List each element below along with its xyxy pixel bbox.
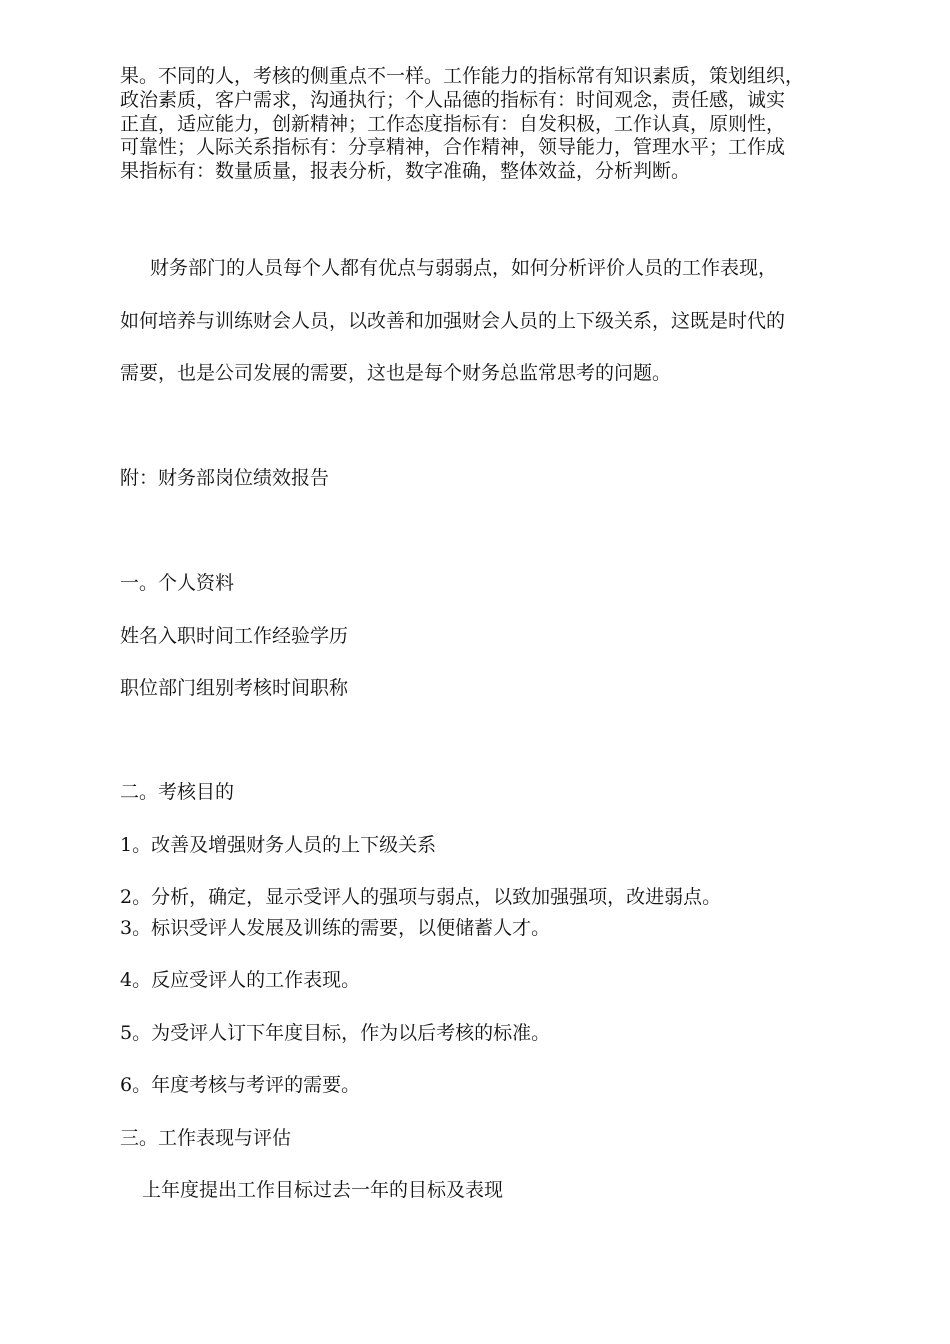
list-item: 2。分析，确定，显示受评人的强项与弱点，以致加强强项，改进弱点。 [120, 886, 722, 908]
finance-line-2: 如何培养与训练财会人员，以改善和加强财会人员的上下级关系，这既是时代的 [120, 310, 786, 332]
section3-subline: 上年度提出工作目标过去一年的目标及表现 [142, 1179, 504, 1201]
section1-heading: 一。个人资料 [120, 572, 235, 594]
section1-row-1: 姓名入职时间工作经验学历 [120, 625, 349, 647]
section2-heading: 二。考核目的 [120, 781, 235, 803]
finance-line-1: 财务部门的人员每个人都有优点与弱弱点，如何分析评价人员的工作表现， [150, 257, 778, 279]
intro-line-2: 政治素质，客户需求，沟通执行；个人品德的指标有：时间观念，责任感，诚实 [120, 89, 786, 111]
list-item: 5。为受评人订下年度目标，作为以后考核的标准。 [120, 1022, 551, 1044]
list-item: 6。年度考核与考评的需要。 [120, 1074, 361, 1096]
section3-heading: 三。工作表现与评估 [120, 1127, 292, 1149]
finance-line-3: 需要，也是公司发展的需要，这也是每个财务总监常思考的问题。 [120, 362, 672, 384]
intro-line-4: 可靠性；人际关系指标有：分享精神，合作精神，领导能力，管理水平；工作成 [120, 136, 786, 158]
list-item: 1。改善及增强财务人员的上下级关系 [120, 834, 437, 856]
section1-row-2: 职位部门组别考核时间职称 [120, 677, 349, 699]
intro-line-5: 果指标有：数量质量，报表分析，数字准确，整体效益，分析判断。 [120, 160, 691, 182]
intro-line-3: 正直，适应能力，创新精神；工作态度指标有：自发积极，工作认真，原则性， [120, 113, 786, 135]
list-item: 4。反应受评人的工作表现。 [120, 969, 361, 991]
intro-line-1: 果。不同的人，考核的侧重点不一样。工作能力的指标常有知识素质，策划组织， [120, 65, 805, 87]
list-item: 3。标识受评人发展及训练的需要，以便储蓄人才。 [120, 917, 551, 939]
appendix-title: 附：财务部岗位绩效报告 [120, 467, 330, 489]
